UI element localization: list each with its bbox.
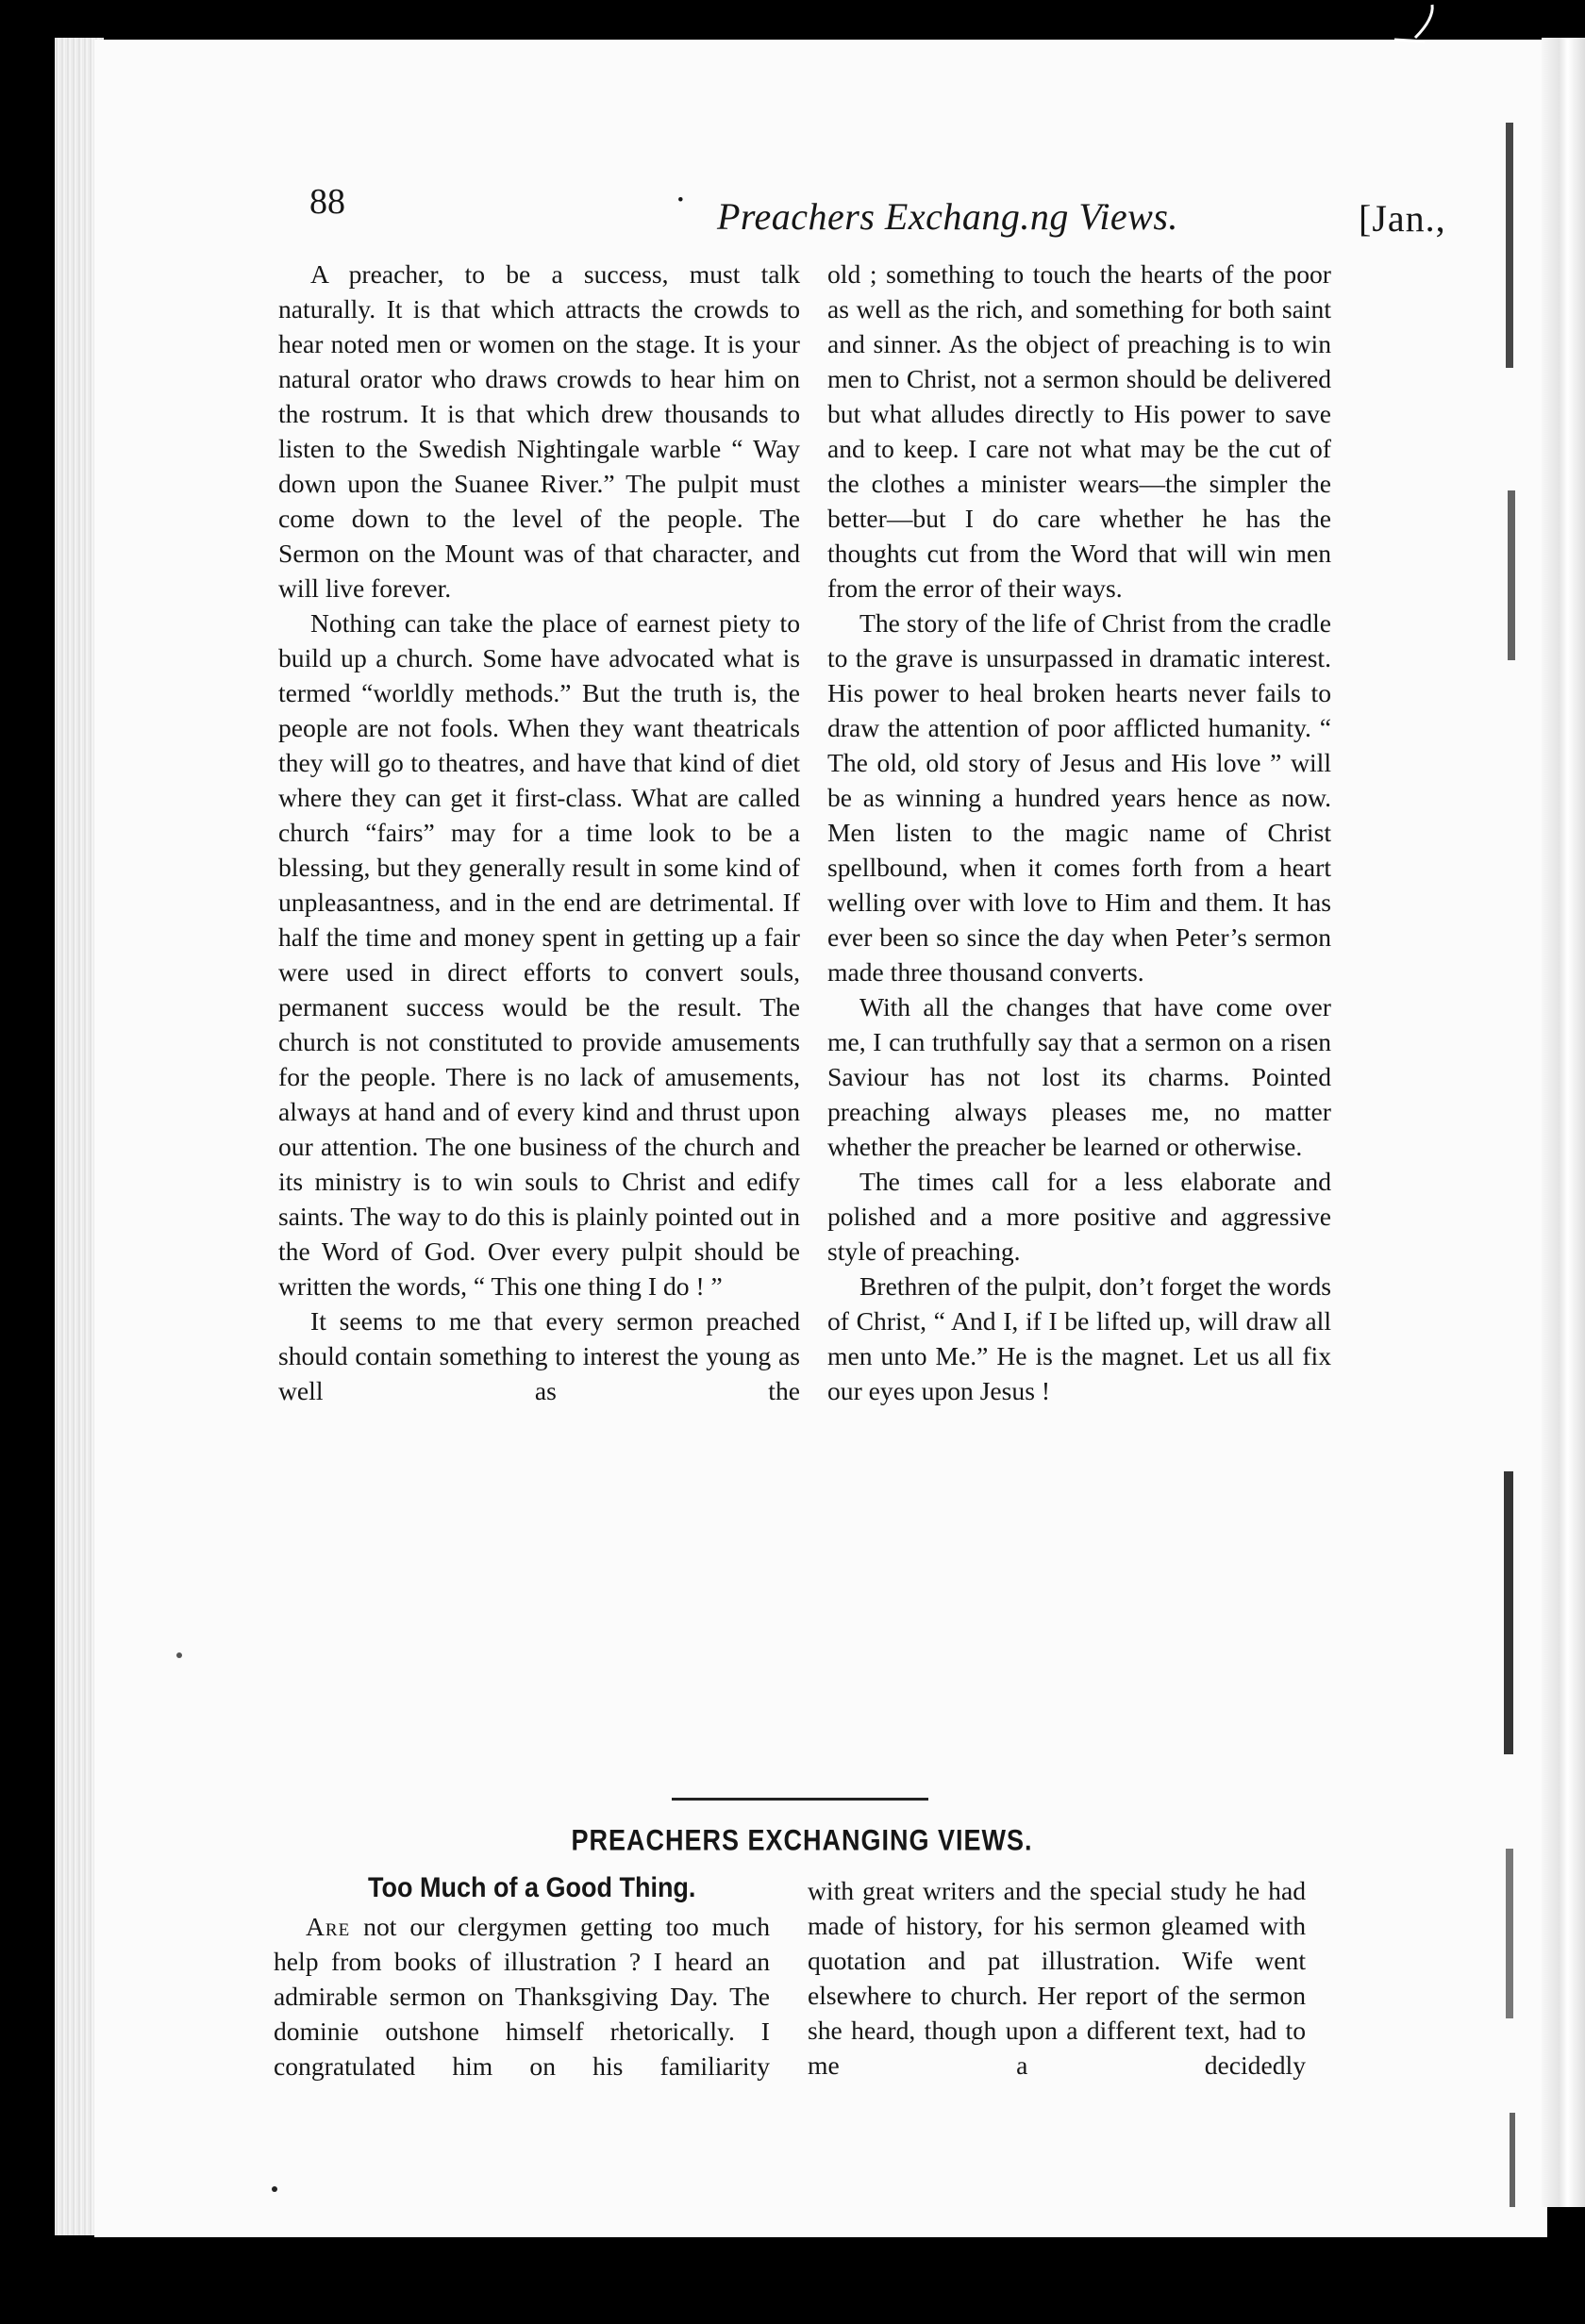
section-right-column <box>808 1873 1306 2083</box>
paragraph <box>274 1909 770 2083</box>
paragraph: With all the changes that have come over me, I can truthfully say that a sermon on a risen Saviour has not lost its charms. Pointed preaching always pleases me, no matter whether the preacher be learned or otherwise. <box>827 992 1331 1161</box>
paragraph: A preacher, to be a success, must talk naturally. It is that which attracts the crowds to hear noted men or women on the stage. It is your natural orator who draws crowds to hear him on the rostrum. It is that which drew thousands to listen to the Swedish Nightingale warble “ Way down upon the Suanee River.” The pulpit must come down to the level of the people. The Sermon on the Mount was of that character, and will live forever. <box>278 259 800 603</box>
page-number: 88 <box>309 182 345 222</box>
left-column <box>278 257 800 1408</box>
paragraph: Nothing can take the place of earnest piety to build up a church. Some have advocated what is termed “worldly methods.” But the truth is, the people are not fools. When they want theatricals they will go to theatres, and have that kind of diet where they can get it first-class. What are called church “fairs” may for a time look to be a blessing, but they generally result in some kind of unpleasantness, and in the end are detrimental. If half the time and money spent in getting up a fair were used in direct efforts to convert souls, permanent success would be the result. The church is not constituted to provide amusements for the people. There is no lack of amusements, always at hand and of every kind and thrust upon our attention. The one business of the church and its ministry is to win souls to Christ and edify saints. The way to do this is plainly pointed out in the Word of God. Over every pulpit should be written the words, “ This one thing I do ! ” <box>278 608 800 1301</box>
paragraph: The times call for a less elaborate and polished and a more positive and aggressive style of preaching. <box>827 1167 1331 1266</box>
paragraph: It seems to me that every sermon preached should contain something to interest the young as well as the <box>278 1306 800 1405</box>
section-title: PREACHERS EXCHANGING VIEWS. <box>571 1823 1033 1857</box>
page-right-edge <box>1542 38 1585 2207</box>
paragraph-text: not our clergymen getting too much help from books of illustration ? I heard an admirable sermon on Thanksgiving Day. The dominie outshone himself rhetorically. I congratulated him on his familiarity <box>274 1912 770 2081</box>
section-divider <box>672 1798 928 1801</box>
paragraph: old ; something to touch the hearts of the poor as well as the rich, and something for both saint and sinner. As the object of preaching is to win men to Christ, not a sermon should be delivered but what alludes directly to His power to save and to keep. I care not what may be the cut of the clothes a minister wears—the simpler the better—but I do care whether he has the thoughts cut from the Word that will win men from the error of their ways. <box>827 259 1331 603</box>
paragraph: The story of the life of Christ from the cradle to the grave is unsurpassed in dramatic interest. His power to heal broken hearts never fails to draw the attention of poor afflicted humanity. “ The old, old story of Jesus and His love ” will be as winning a hundred years hence as now. Men listen to the magic name of Christ spellbound, when it comes forth from a heart welling over with love to Him and them. It has ever been so since the day when Peter’s sermon made three thousand converts. <box>827 608 1331 987</box>
paragraph: with great writers and the special study he had made of history, for his sermon gleamed with quotation and pat illustration. Wife went elsewhere to church. Her report of the sermon she heard, though upon a different text, had to me a decidedly <box>808 1876 1306 2080</box>
page-header <box>212 141 1446 240</box>
header-month: [Jan., <box>1359 197 1446 240</box>
running-title: Preachers Exchang.ng Views. <box>717 195 1178 238</box>
header-separator: · <box>675 180 687 220</box>
right-column <box>827 257 1331 1408</box>
section-left-column <box>274 1909 770 2083</box>
paragraph: Brethren of the pulpit, don’t forget the words of Christ, “ And I, if I be lifted up, will draw all men unto Me.” He is the magnet. Let us all fix our eyes upon Jesus ! <box>827 1271 1331 1405</box>
article-subtitle: Too Much of a Good Thing. <box>368 1871 696 1903</box>
lead-word: Are <box>306 1912 351 1941</box>
